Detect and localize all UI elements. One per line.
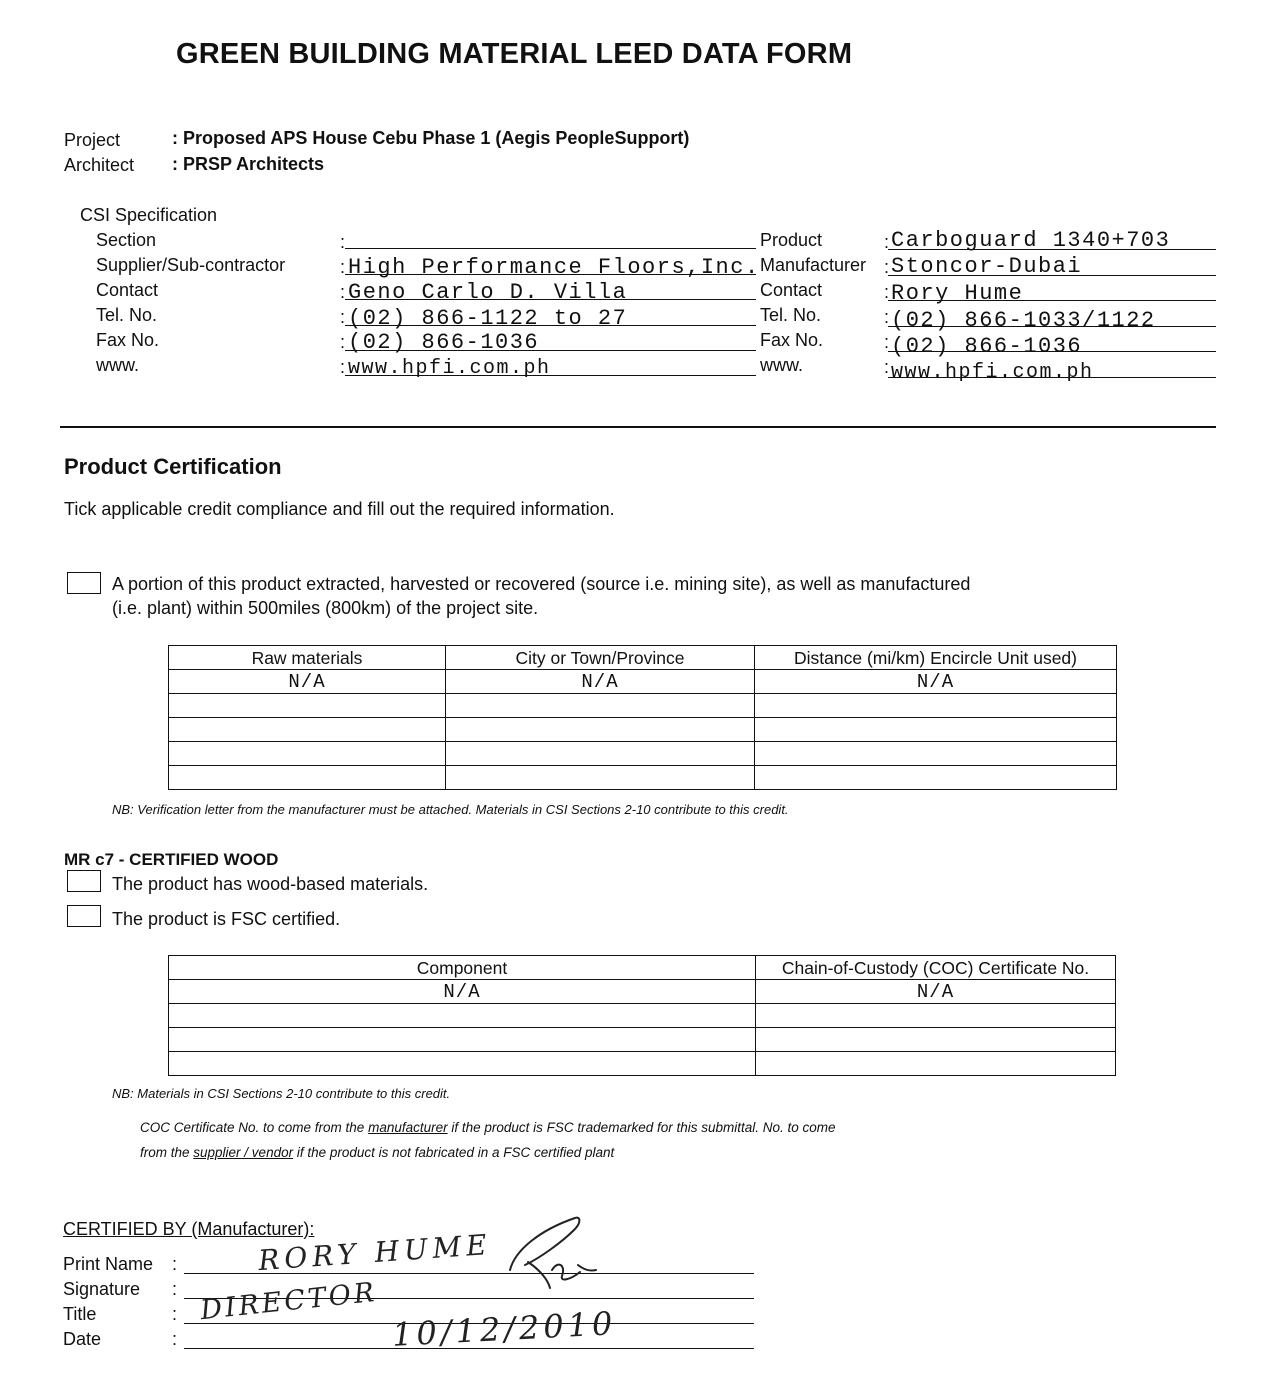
- contact-label: Contact: [96, 280, 159, 300]
- regional-material-text-1: A portion of this product extracted, harvested or recovered (source i.e. mining site), as well as manufactured: [112, 574, 971, 594]
- signature-colon: :: [172, 1279, 178, 1299]
- date-handwritten: 10/12/2010: [391, 1304, 618, 1354]
- table-header-row: [169, 646, 1117, 670]
- table-cell[interactable]: N/A: [169, 980, 756, 1004]
- tel-label: Tel. No.: [96, 305, 158, 325]
- architect-value: : PRSP Architects: [172, 154, 325, 174]
- certified-by-heading: CERTIFIED BY (Manufacturer):: [63, 1219, 315, 1239]
- section-divider: [60, 426, 1216, 428]
- fax-label: Fax No.: [96, 330, 160, 350]
- table-row: [169, 1052, 1116, 1076]
- manufacturer-field[interactable]: Stoncor-Dubai: [891, 254, 1083, 279]
- table-cell[interactable]: [755, 742, 1117, 766]
- supplier-label: Supplier/Sub-contractor: [96, 255, 286, 275]
- table-cell[interactable]: [169, 1052, 756, 1076]
- fax-colon: :: [340, 332, 346, 352]
- manufacturer-colon: :: [884, 257, 890, 277]
- title-handwritten: DIRECTOR: [198, 1276, 379, 1327]
- www-line: [345, 375, 756, 376]
- section-label: Section: [96, 230, 157, 250]
- table-row: [169, 694, 1117, 718]
- print-name-colon: :: [172, 1254, 178, 1274]
- product-line: [888, 249, 1216, 250]
- table-cell[interactable]: [169, 742, 446, 766]
- header-coc-certificate: Chain-of-Custody (COC) Certificate No.: [756, 956, 1116, 980]
- title-colon: :: [172, 1304, 178, 1324]
- table-row: [169, 980, 1116, 1004]
- table-cell[interactable]: [169, 718, 446, 742]
- mfr-www-line: [888, 377, 1216, 378]
- www-colon: :: [340, 357, 346, 377]
- table-row: [169, 670, 1117, 694]
- print-name-handwritten: RORY HUME: [257, 1227, 493, 1278]
- mfr-fax-field[interactable]: (02) 866-1036: [891, 334, 1083, 359]
- table-cell[interactable]: [169, 1028, 756, 1052]
- mfr-contact-colon: :: [884, 282, 890, 302]
- coc-text: COC Certificate No. to come from the: [140, 1120, 369, 1135]
- signature-label: Signature: [63, 1279, 141, 1299]
- www-label: www.: [96, 355, 140, 375]
- mfr-fax-label: Fax No.: [760, 330, 824, 350]
- supplier-vendor-link: supplier / vendor: [193, 1145, 294, 1160]
- regional-material-checkbox[interactable]: [67, 572, 101, 594]
- header-distance: Distance (mi/km) Encircle Unit used): [755, 646, 1117, 670]
- tel-line: [345, 325, 756, 326]
- certification-instruction: Tick applicable credit compliance and fill out the required information.: [64, 499, 615, 519]
- contact-field[interactable]: Geno Carlo D. Villa: [348, 280, 628, 305]
- manufacturer-label: Manufacturer: [760, 255, 867, 275]
- mfr-www-label: www.: [760, 355, 804, 375]
- certification-heading: Product Certification: [64, 454, 282, 479]
- mfr-contact-line: [888, 300, 1216, 301]
- mfr-contact-field[interactable]: Rory Hume: [891, 281, 1024, 306]
- coc-text: if the product is FSC trademarked for this submittal. No. to come: [447, 1120, 836, 1135]
- table-cell[interactable]: [755, 766, 1117, 790]
- table-cell[interactable]: N/A: [755, 670, 1117, 694]
- wood-note: NB: Materials in CSI Sections 2-10 contribute to this credit.: [112, 1086, 451, 1101]
- contact-line: [345, 299, 756, 300]
- date-colon: :: [172, 1329, 178, 1349]
- table-cell[interactable]: [169, 1004, 756, 1028]
- fsc-certified-checkbox[interactable]: [67, 905, 101, 927]
- table-cell[interactable]: [756, 1028, 1116, 1052]
- section-colon: :: [340, 232, 346, 252]
- date-label: Date: [63, 1329, 102, 1349]
- header-raw-materials: Raw materials: [169, 646, 446, 670]
- table-row: [169, 742, 1117, 766]
- table-cell[interactable]: [756, 1004, 1116, 1028]
- table-row: [169, 718, 1117, 742]
- table-cell[interactable]: [169, 766, 446, 790]
- section-line: [345, 248, 756, 249]
- table-cell[interactable]: N/A: [756, 980, 1116, 1004]
- coc-instruction-2: [140, 1145, 614, 1160]
- product-colon: :: [884, 232, 890, 252]
- wood-based-checkbox[interactable]: [67, 870, 101, 892]
- table-row: [169, 1028, 1116, 1052]
- mfr-tel-field[interactable]: (02) 866-1033/1122: [891, 308, 1156, 333]
- manufacturer-link: manufacturer: [368, 1120, 448, 1135]
- print-name-label: Print Name: [63, 1254, 154, 1274]
- wood-heading: MR c7 - CERTIFIED WOOD: [64, 850, 279, 869]
- header-city-province: City or Town/Province: [446, 646, 755, 670]
- certified-wood-table: [168, 955, 1116, 1076]
- mfr-tel-colon: :: [884, 307, 890, 327]
- table-header-row: [169, 956, 1116, 980]
- mfr-contact-label: Contact: [760, 280, 823, 300]
- table-cell[interactable]: [446, 718, 755, 742]
- csi-heading: CSI Specification: [80, 205, 218, 225]
- mfr-www-colon: :: [884, 357, 890, 377]
- table-cell[interactable]: [756, 1052, 1116, 1076]
- table-cell[interactable]: N/A: [446, 670, 755, 694]
- title-label: Title: [63, 1304, 97, 1324]
- mfr-tel-label: Tel. No.: [760, 305, 822, 325]
- fsc-certified-text: The product is FSC certified.: [112, 909, 341, 929]
- fax-field[interactable]: (02) 866-1036: [348, 330, 540, 355]
- table-cell[interactable]: [446, 742, 755, 766]
- table-cell[interactable]: [755, 694, 1117, 718]
- table-row: [169, 766, 1117, 790]
- regional-note: NB: Verification letter from the manufacturer must be attached. Materials in CSI Sections 2-10 contribute to this credit.: [112, 802, 789, 817]
- project-value: : Proposed APS House Cebu Phase 1 (Aegis PeopleSupport): [172, 128, 690, 148]
- supplier-field[interactable]: High Performance Floors,Inc.: [348, 255, 760, 280]
- supplier-line: [345, 274, 756, 275]
- header-component: Component: [169, 956, 756, 980]
- table-cell[interactable]: [446, 694, 755, 718]
- table-cell[interactable]: N/A: [169, 670, 446, 694]
- supplier-colon: :: [340, 257, 346, 277]
- tel-field[interactable]: (02) 866-1122 to 27: [348, 306, 628, 331]
- fax-line: [345, 350, 756, 351]
- coc-text: from the: [140, 1145, 194, 1160]
- project-label: Project: [64, 130, 121, 150]
- table-cell[interactable]: [755, 718, 1117, 742]
- mfr-fax-line: [888, 351, 1216, 352]
- table-cell[interactable]: [169, 694, 446, 718]
- architect-label: Architect: [64, 155, 135, 175]
- form-title: GREEN BUILDING MATERIAL LEED DATA FORM: [176, 38, 853, 70]
- wood-based-text: The product has wood-based materials.: [112, 874, 429, 894]
- tel-colon: :: [340, 307, 346, 327]
- table-row: [169, 1004, 1116, 1028]
- regional-materials-table: [168, 645, 1117, 790]
- www-field[interactable]: www.hpfi.com.ph: [348, 357, 551, 380]
- coc-text: if the product is not fabricated in a FSC certified plant: [293, 1145, 615, 1160]
- product-label: Product: [760, 230, 823, 250]
- contact-colon: :: [340, 282, 346, 302]
- product-field[interactable]: Carboguard 1340+703: [891, 228, 1171, 253]
- regional-material-text-2: (i.e. plant) within 500miles (800km) of the project site.: [112, 598, 539, 618]
- mfr-www-field[interactable]: www.hpfi.com.ph: [891, 361, 1094, 384]
- signature-mark: [470, 1210, 610, 1295]
- coc-instruction-1: [140, 1120, 836, 1135]
- mfr-tel-line: [888, 326, 1216, 327]
- mfr-fax-colon: :: [884, 332, 890, 352]
- table-cell[interactable]: [446, 766, 755, 790]
- manufacturer-line: [888, 275, 1216, 276]
